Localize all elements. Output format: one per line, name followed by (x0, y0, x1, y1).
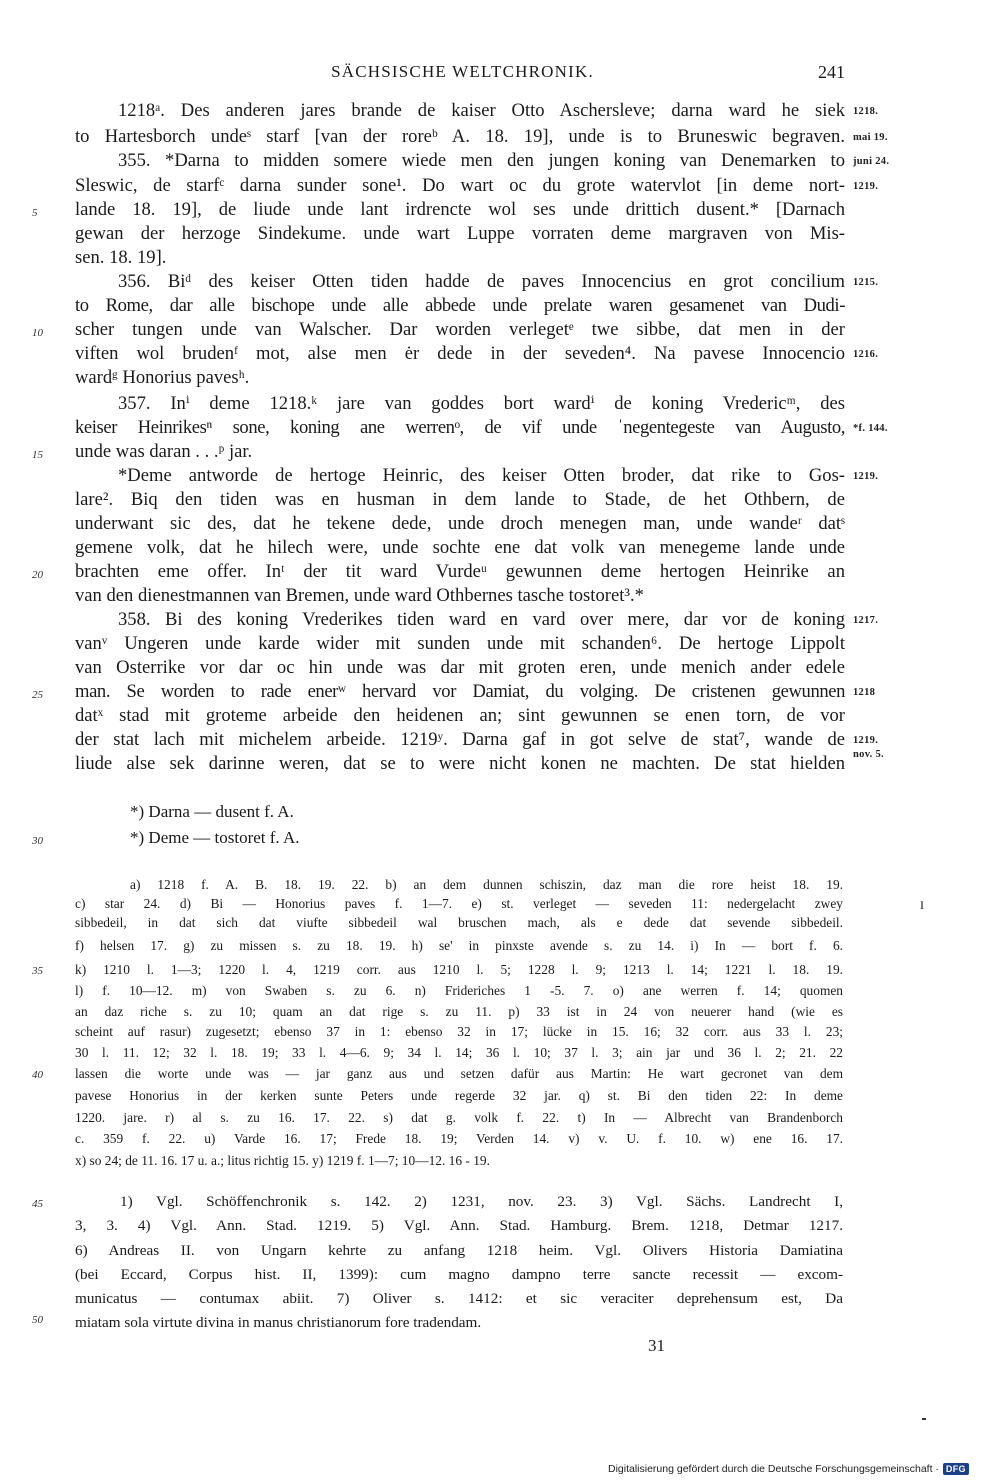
text-line: 357. Inⁱ deme 1218.ᵏ jare van goddes bort wardⁱ de koning Vredericᵐ, des (118, 393, 845, 414)
running-head (80, 62, 845, 88)
text-line: gewan der herzoge Sindekume. unde wart Luppe vorraten deme margraven von Mis- (75, 223, 845, 244)
text-line: 358. Bi des koning Vrederikes tiden ward en vard over mere, dar vor de koning (118, 609, 845, 630)
footnote-line: 3, 3. 4) Vgl. Ann. Stad. 1219. 5) Vgl. Ann. Stad. Hamburg. Brem. 1218, Detmar 1217. (75, 1217, 843, 1234)
text-line: lare². Biq den tiden was en husman in dem lande to Stade, de het Othbern, de (75, 489, 845, 510)
text-line: Sleswic, de starfᶜ darna sunder sone¹. Do wart oc du grote watervlot [in deme nort- (75, 175, 845, 196)
line-number: 10 (32, 327, 43, 339)
line-number: 30 (32, 835, 43, 847)
line-number: 45 (32, 1198, 43, 1210)
footnote-line: municatus — contumax abiit. 7) Oliver s. 1412: et sic veraciter deprehensum est, Da (75, 1290, 843, 1307)
text-line: van Osterrike vor dar oc hin unde was dar mit groten eren, unde menich ander edele (75, 657, 845, 678)
line-number: 40 (32, 1069, 43, 1081)
page-number: 241 (818, 62, 845, 82)
text-line: 355. *Darna to midden somere wiede men den jungen koning van Denemarken to (118, 150, 845, 171)
text-line: to Hartesborch undeˢ starf [van der roreᵇ A. 18. 19], unde is to Bruneswic begraven. (75, 126, 845, 147)
apparatus-line: k) 1210 l. 1—3; 1220 l. 4, 1219 corr. aus 1210 l. 5; 1228 l. 9; 1213 l. 14; 1221 l. 18. 19. (75, 962, 843, 977)
text-line: vanᵛ Ungeren unde karde wider mit sunden unde mit schanden⁶. De hertoge Lippolt (75, 633, 845, 654)
margin-date: 1216. (853, 349, 879, 360)
footnote-line: (bei Eccard, Corpus hist. II, 1399): cum magno dampno terre sancte recessit — excom- (75, 1266, 843, 1283)
text-line: viften wol brudenᶠ mot, alse men ėr dede in der seveden⁴. Na pavese Innocencio (75, 343, 845, 364)
running-title: SÄCHSISCHE WELTCHRONIK. (331, 62, 594, 81)
margin-date: *f. 144. (853, 423, 888, 434)
apparatus-line: 30 l. 11. 12; 32 l. 18. 19; 33 l. 4—6. 9; 34 l. 14; 36 l. 10; 37 l. 3; ain jar und 36 l. 2; 21. 22 (75, 1045, 843, 1060)
line-number: 35 (32, 965, 43, 977)
text-line: liude alse sek darinne weren, dat se to were nicht konen ne machten. De stat hielden (75, 753, 845, 774)
text-line: *Deme antworde de hertoge Heinric, des keiser Otten broder, dat rike to Gos- (118, 465, 845, 486)
apparatus-line: lassen die worte unde was — jar ganz aus und setzen dafür aus Martin: He wart gecronet van dem (75, 1066, 843, 1081)
star-note: *) Darna — dusent f. A. (130, 802, 294, 821)
line-number: 5 (32, 207, 38, 219)
text-line: man. Se worden to rade enerʷ hervard vor Damiat, du volging. De cristenen gewunnen (75, 681, 845, 702)
margin-date: 1217. (853, 615, 879, 626)
apparatus-line: an daz riche s. zu 10; quam an dat rige s. zu 11. p) 33 ist in 24 von neuerer hand (wie es (75, 1004, 843, 1019)
text-line: sen. 18. 19]. (75, 247, 167, 268)
star-note: *) Deme — tostoret f. A. (130, 828, 300, 847)
text-line: der stat lach mit michelem arbeide. 1219ʸ. Darna gaf in got selve de stat⁷, wande de (75, 729, 845, 750)
text-line: gemene volk, dat he hilech were, unde sochte ene dat volk van menegeme lande unde (75, 537, 845, 558)
margin-date: 1218. (853, 106, 879, 117)
text-line: wardᵍ Honorius pavesʰ. (75, 367, 250, 388)
margin-mark: I (920, 898, 924, 912)
digitization-credit (608, 1463, 969, 1475)
text-line: scher tungen unde van Walscher. Dar worden verlegetᵉ twe sibbe, dat men in der (75, 319, 845, 340)
signature-mark: 31 (648, 1336, 665, 1355)
apparatus-line: 1220. jare. r) al s. zu 16. 17. 22. s) dat g. volk f. 22. t) In — Albrecht van Brandenborch (75, 1110, 843, 1125)
text-line: unde was daran . . .ᵖ jar. (75, 441, 253, 462)
footnote-line: 1) Vgl. Schöffenchronik s. 142. 2) 1231, nov. 23. 3) Vgl. Sächs. Landrecht I, (120, 1193, 843, 1210)
apparatus-line: sibbedeil, in dat sich dat viufte sibbedeil wal bruschen mach, als e dede dat sevende sibbedeil. (75, 915, 843, 930)
apparatus-line: c) star 24. d) Bi — Honorius paves f. 1—7. e) st. verleget — seveden 11: nedergelacht zwey (75, 896, 843, 911)
apparatus-line: a) 1218 f. A. B. 18. 19. 22. b) an dem dunnen schiszin, daz man die rore heist 18. 19. (130, 877, 843, 892)
text-line: 1218ᵃ. Des anderen jares brande de kaiser Otto Aschersleve; darna ward he siek (118, 100, 845, 121)
margin-date: juni 24. (853, 156, 890, 167)
text-line: van den dienestmannen van Bremen, unde ward Othbernes tasche tostoret³.* (75, 585, 644, 606)
text-line: to Rome, dar alle bischope unde alle abbede unde prelate waren gesamenet van Dudi- (75, 295, 845, 316)
line-number: 20 (32, 569, 43, 581)
text-line: datˣ stad mit groteme arbeide den heidenen an; sint gewunnen se enen torn, de vor (75, 705, 845, 726)
apparatus-line: x) so 24; de 11. 16. 17 u. a.; litus richtig 15. y) 1219 f. 1—7; 10—12. 16 - 19. (75, 1153, 490, 1168)
line-number: 50 (32, 1314, 43, 1326)
text-line: 356. Biᵈ des keiser Otten tiden hadde de paves Innocencius en grot concilium (118, 271, 845, 292)
apparatus-line: l) f. 10—12. m) von Swaben s. zu 6. n) Frideriches 1 -5. 7. o) ane werren f. 14; quomen (75, 983, 843, 998)
text-line: keiser Heinrikesⁿ sone, koning ane werrenᵒ, de vif unde ˈnegentegeste van Augusto, (75, 417, 845, 438)
margin-date: 1219. (853, 181, 879, 192)
tick-mark (922, 1418, 926, 1420)
margin-date: 1219. (853, 735, 879, 746)
apparatus-line: f) helsen 17. g) zu missen s. zu 18. 19. h) se' in pinxste avende s. zu 14. i) In — bort f. 6. (75, 938, 843, 953)
footnote-line: 6) Andreas II. von Ungarn kehrte zu anfang 1218 heim. Vgl. Olivers Historia Damiatina (75, 1242, 843, 1259)
margin-date: 1218 (853, 687, 876, 698)
margin-date: mai 19. (853, 132, 888, 143)
footnote-line: miatam sola virtute divina in manus christianorum fore tradendam. (75, 1314, 482, 1331)
apparatus-line: pavese Honorius in der kerken sunte Peters unde regerde 32 jar. q) st. Bi den tiden 22: In deme (75, 1088, 843, 1103)
credit-text: Digitalisierung gefördert durch die Deutsche Forschungsgemeinschaft · (608, 1463, 939, 1475)
dfg-logo-icon: DFG (943, 1463, 969, 1475)
margin-date: 1215. (853, 277, 879, 288)
margin-date: nov. 5. (853, 749, 884, 760)
apparatus-line: scheint auf rasur) zugesetzt; ebenso 37 in 1: ebenso 32 in 17; lücke in 15. 16; 32 corr. aus 33 l. 23; (75, 1024, 843, 1039)
line-number: 25 (32, 689, 43, 701)
text-line: lande 18. 19], de liude unde lant irdrencte wol ses unde drittich dusent.* [Darnach (75, 199, 845, 220)
text-line: underwant sic des, dat he tekene dede, unde droch menegen man, unde wandeʳ datˢ (75, 513, 845, 534)
line-number: 15 (32, 449, 43, 461)
apparatus-line: c. 359 f. 22. u) Varde 16. 17; Frede 18. 19; Verden 14. v) v. U. f. 10. w) ene 16. 17. (75, 1131, 843, 1146)
text-line: brachten eme offer. Inᵗ der tit ward Vurdeᵘ gewunnen deme hertogen Heinrike an (75, 561, 845, 582)
margin-date: 1219. (853, 471, 879, 482)
